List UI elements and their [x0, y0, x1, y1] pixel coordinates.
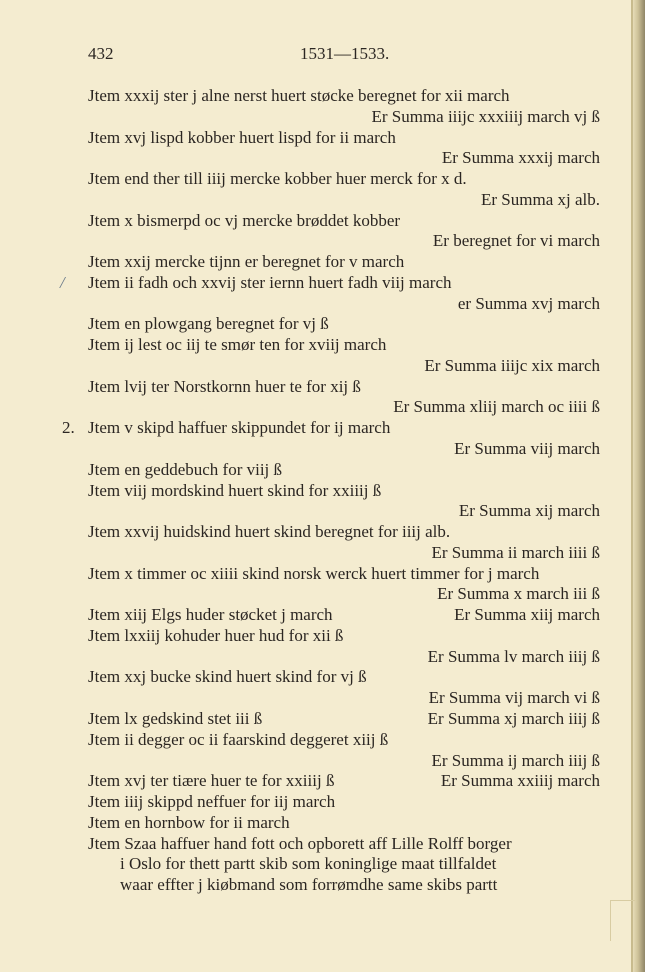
text-line-content: Jtem v skipd haffuer skippundet for ij march: [88, 418, 391, 438]
text-line: Jtem x bismerpd oc vj mercke brøddet kobber: [88, 210, 401, 230]
text-line: Jtem iiij skippd neffuer for iij march: [88, 792, 336, 812]
text-line: Jtem lxxiij kohuder huer hud for xii ß: [88, 625, 344, 645]
text-line: Jtem viij mordskind huert skind for xxiiij ß: [88, 480, 382, 500]
text-line: Jtem en geddebuch for viij ß: [88, 459, 283, 479]
text-line: Jtem x timmer oc xiiii skind norsk werck huert timmer for j march: [88, 563, 540, 583]
text-line-split: [0, 605, 645, 626]
text-line-content: Jtem xvj ter tiære huer te for xxiiij ß: [88, 771, 335, 791]
summa-inline: Er Summa xj march iiij ß: [427, 708, 600, 728]
text-line-content: Jtem lx gedskind stet iii ß: [88, 708, 263, 728]
summa-line: Er Summa vij march vi ß: [428, 688, 600, 708]
text-line: Jtem en plowgang beregnet for vj ß: [88, 314, 329, 334]
summa-line: Er Summa ii march iiii ß: [431, 542, 600, 562]
text-line-numbered: [0, 418, 645, 439]
summa-line: Er Summa ij march iiij ß: [431, 750, 600, 770]
summa-line: Er Summa xliij march oc iiii ß: [393, 397, 600, 417]
page-number: 432: [88, 44, 114, 63]
summa-line: Er Summa iiijc xix march: [424, 355, 600, 375]
text-line: Jtem xvj lispd kobber huert lispd for ii march: [88, 127, 396, 147]
summa-line: Er Summa lv march iiij ß: [427, 646, 600, 666]
summa-inline: Er Summa xxiiij march: [440, 771, 600, 791]
text-line-content: Jtem ii fadh och xxvij ster iernn huert fadh viij march: [88, 272, 452, 292]
text-line-with-margin-note: [0, 273, 645, 294]
document-text: [0, 86, 645, 896]
text-line: Jtem xxij mercke tijnn er beregnet for v march: [88, 252, 405, 272]
summa-inline: Er Summa xiij march: [454, 605, 600, 625]
text-line: Jtem lvij ter Norstkornn huer te for xij ß: [88, 376, 361, 396]
text-line: Jtem end ther till iiij mercke kobber huer merck for x d.: [88, 169, 467, 189]
item-number: 2.: [62, 418, 75, 438]
text-line: Jtem Szaa haffuer hand fott och opborett aff Lille Rolff borger: [88, 833, 512, 853]
text-line-continuation: i Oslo for thett partt skib som koninglige maat tillfaldet: [120, 854, 497, 874]
summa-line: er Summa xvj march: [457, 293, 600, 313]
summa-line: Er Summa xij march: [458, 501, 600, 521]
text-line: Jtem xxvij huidskind huert skind beregnet for iiij alb.: [88, 522, 451, 542]
summa-line: Er beregnet for vi march: [432, 231, 600, 251]
text-line-content: Jtem xiij Elgs huder støcket j march: [88, 605, 333, 625]
text-line-split: [0, 709, 645, 730]
summa-line: Er Summa x march iii ß: [437, 584, 600, 604]
text-line: Jtem xxxij ster j alne nerst huert støcke beregnet for xii march: [88, 86, 510, 105]
page-fold-mark: [610, 900, 635, 941]
text-line: Jtem ii degger oc ii faarskind deggeret xiij ß: [88, 729, 389, 749]
summa-line: Er Summa viij march: [454, 439, 600, 459]
summa-line: Er Summa xj alb.: [481, 189, 600, 209]
page-header: [0, 44, 645, 68]
margin-note-mark: /: [60, 272, 65, 292]
summa-line: Er Summa iiijc xxxiiij march vj ß: [371, 106, 600, 126]
summa-line: Er Summa xxxij march: [441, 148, 600, 168]
text-line-continuation: waar effter j kiøbmand som forrømdhe same skibs partt: [120, 875, 498, 895]
text-line: Jtem ij lest oc iij te smør ten for xviij march: [88, 335, 387, 355]
text-line-split: [0, 771, 645, 792]
text-line: Jtem xxj bucke skind huert skind for vj ß: [88, 667, 367, 687]
text-line: Jtem en hornbow for ii march: [88, 812, 290, 832]
year-range: 1531—1533.: [300, 44, 390, 63]
